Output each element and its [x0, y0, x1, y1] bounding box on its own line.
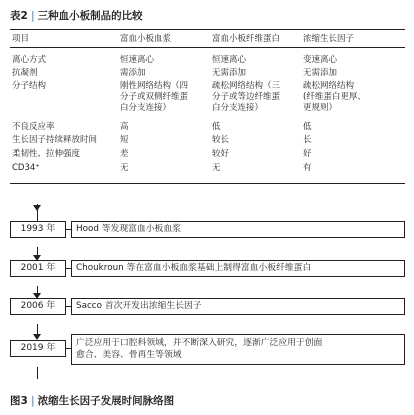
timeline-year: 2019 年	[10, 340, 66, 357]
table-cell: 无需添加	[212, 68, 247, 78]
table-caption	[10, 9, 143, 23]
table-cell: 柔韧性、拉伸强度	[12, 149, 81, 159]
table-bottom-rule	[10, 183, 405, 184]
table-cell: 低	[303, 122, 312, 132]
table-cell: 恒速离心	[212, 55, 247, 65]
table-header-rule	[10, 47, 405, 48]
timeline-tail	[37, 367, 38, 379]
timeline-year: 2006 年	[10, 298, 66, 315]
table-cell: 抗凝剂	[12, 68, 38, 78]
table-title: 三种血小板制品的比较	[37, 10, 143, 22]
figure-label: 图3	[10, 395, 28, 407]
timeline-year: 1993 年	[10, 221, 66, 238]
caption-separator: |	[30, 395, 35, 407]
table-cell: 不良反应率	[12, 122, 55, 132]
table-cell: 刚性网络结构（四 分子或双侧纤维蛋 白分支连接）	[120, 81, 189, 113]
figure-caption	[10, 394, 174, 408]
table-cell: 离心方式	[12, 55, 47, 65]
table-cell: 无	[120, 163, 129, 173]
table-cell: 生长因子持续释放时间	[12, 135, 98, 145]
timeline-arrow	[33, 205, 41, 211]
table-cell: 无	[212, 163, 221, 173]
table-cell: 有	[303, 163, 312, 173]
timeline-event: Sacco 首次开发出浓缩生长因子	[71, 298, 405, 315]
timeline-event: Choukroun 等在富血小板血浆基础上制得富血小板纤维蛋白	[71, 260, 405, 277]
table-cell: 较长	[212, 135, 230, 145]
table-cell: 好	[303, 149, 312, 159]
table-label: 表2	[10, 10, 28, 22]
table-cell: 差	[120, 149, 129, 159]
table-header-cell: 浓缩生长因子	[303, 34, 355, 44]
timeline-event: 广泛应用于口腔科领域，并不断深入研究，逐渐广泛应用于创面 愈合、美容、骨再生等领域	[71, 334, 405, 365]
timeline-year: 2001 年	[10, 260, 66, 277]
table-header-cell: 富血小板纤维蛋白	[212, 34, 281, 44]
table-cell: 需添加	[120, 68, 146, 78]
table-cell: 变速离心	[303, 55, 338, 65]
table-cell: 分子结构	[12, 81, 47, 91]
table-cell: 无需添加	[303, 68, 338, 78]
table-cell: 低	[212, 122, 221, 132]
caption-separator: |	[30, 10, 35, 22]
table-header-cell: 项目	[12, 34, 30, 44]
table-cell: 短	[120, 135, 129, 145]
table-cell: 疏松网络结构 (纤维蛋白更厚、 更规则）	[303, 81, 366, 113]
figure-title: 浓缩生长因子发展时间脉络图	[37, 395, 175, 407]
timeline-event: Hood 等发现富血小板血浆	[71, 221, 405, 238]
table-cell: 长	[303, 135, 312, 145]
table-cell: 疏松网络结构（三 分子或等边纤维蛋 白分支连接）	[212, 81, 281, 113]
table-cell: 高	[120, 122, 129, 132]
table-top-rule	[10, 29, 405, 30]
table-cell: 恒速离心	[120, 55, 155, 65]
table-cell: 较好	[212, 149, 230, 159]
table-cell: CD34⁺	[12, 163, 40, 173]
table-header-cell: 富血小板血浆	[120, 34, 172, 44]
